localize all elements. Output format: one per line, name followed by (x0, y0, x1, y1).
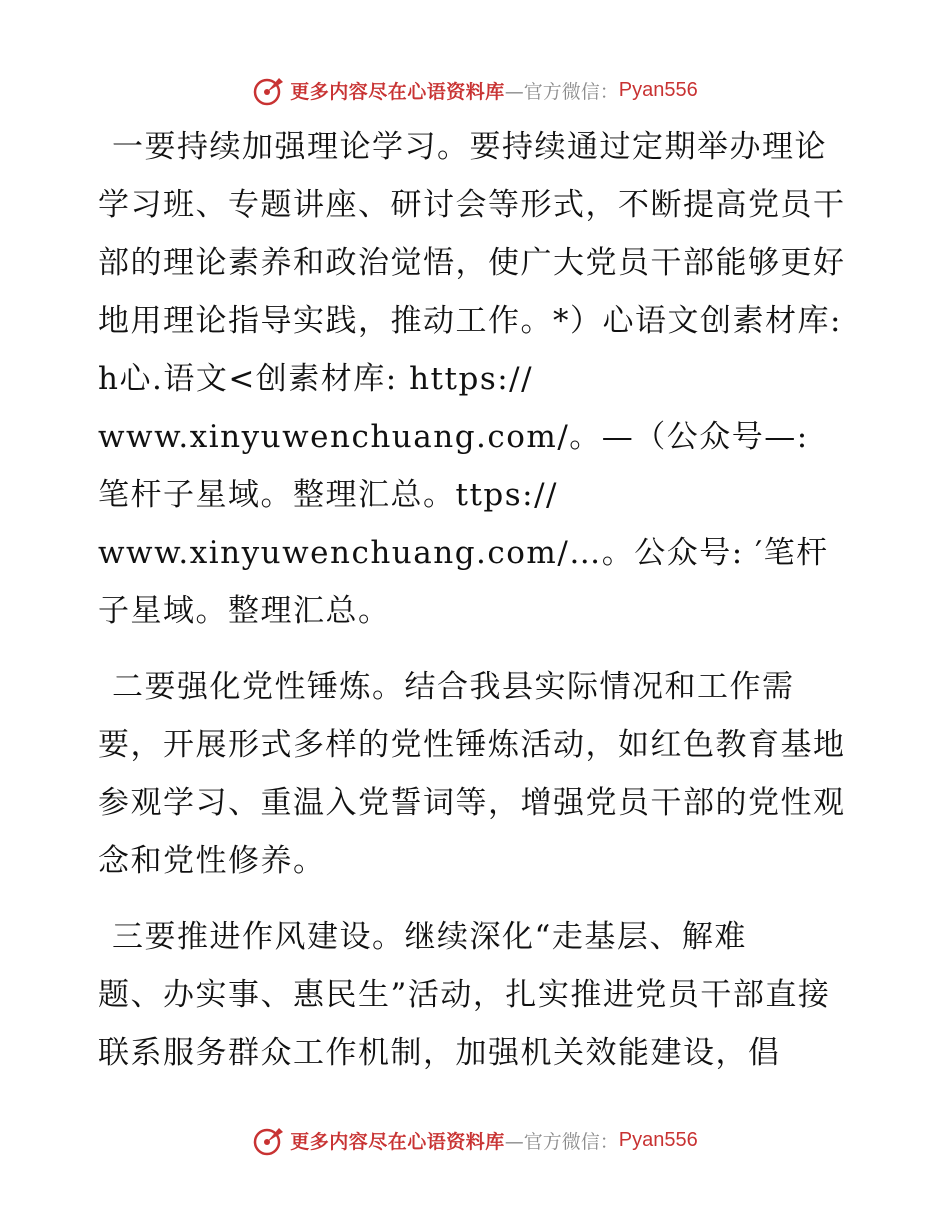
paragraph-1 (98, 118, 848, 640)
paragraph-2 (98, 658, 848, 890)
header-banner (0, 70, 950, 110)
footer-banner-wechat-label: —官方微信： (504, 1130, 619, 1153)
footer-banner (0, 1120, 950, 1160)
header-banner-wechat-id: Pyan556 (618, 78, 698, 101)
header-banner-title: 更多内容尽在心语资料库 (290, 80, 505, 103)
header-banner-wechat-label: —官方微信： (504, 80, 619, 103)
document-body (98, 118, 848, 1100)
footer-banner-wechat-id: Pyan556 (618, 1128, 698, 1151)
paragraph-3 (98, 908, 848, 1082)
pen-nib-logo-icon (252, 1123, 286, 1157)
pen-nib-logo-icon (252, 73, 286, 107)
paragraph-1-text: 一要持续加强理论学习。要持续通过定期举办理论学习班、专题讲座、研讨会等形式，不断提高党员干部的理论素养和政治觉悟，使广大党员干部能够更好地用理论指导实践，推动工作。*）心语文创素材库: h心.语文<创素材库: https:// www.xinyuwenchuang.com/。—（公众号—: 笔杆子星域。整理汇总。ttps:// www.xinyuwenchuang.com/…。公众号: ′笔杆子星域。整理汇总。 (98, 129, 846, 629)
paragraph-2-text: 二要强化党性锤炼。结合我县实际情况和工作需要，开展形式多样的党性锤炼活动，如红色教育基地参观学习、重温入党誓词等，增强党员干部的党性观念和党性修养。 (98, 669, 846, 879)
paragraph-3-text: 三要推进作风建设。继续深化“走基层、解难 题、办实事、惠民生”活动，扎实推进党员干部直接联系服务群众工作机制，加强机关效能建设，倡 (98, 919, 831, 1071)
footer-banner-title: 更多内容尽在心语资料库 (290, 1130, 505, 1153)
